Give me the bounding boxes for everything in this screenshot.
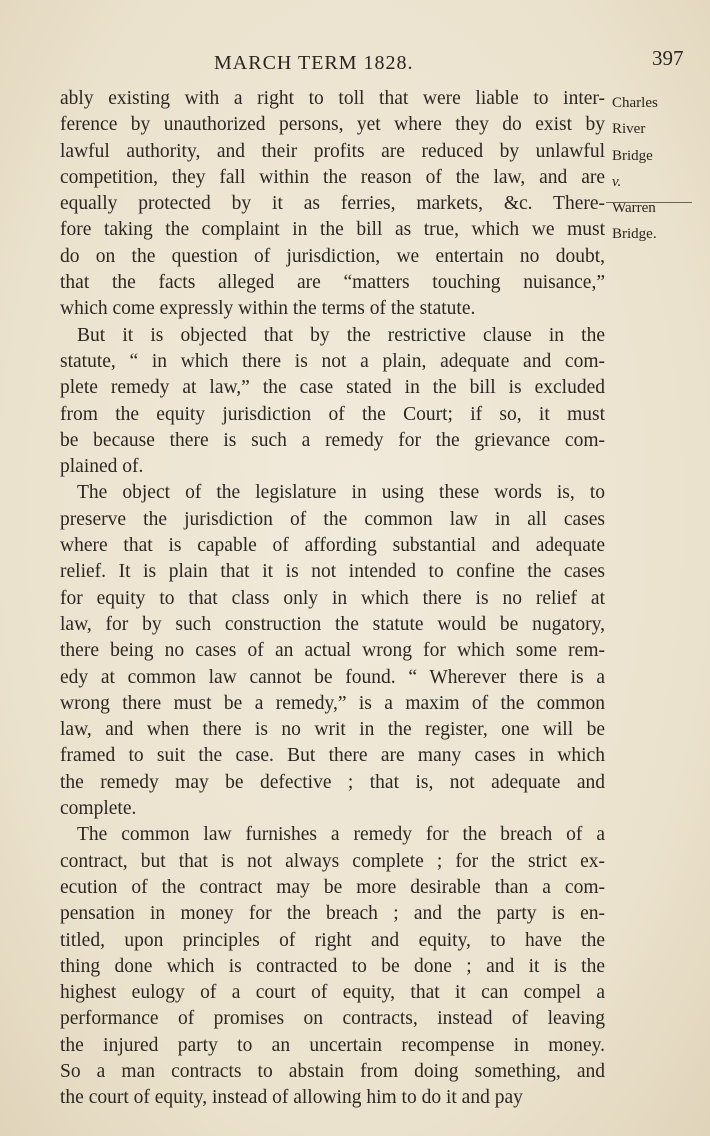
text-line: be because there is such a remedy for the grievance com- (60, 429, 605, 451)
text-line: preserve the jurisdiction of the common law in all cases (60, 508, 605, 530)
text-line: equally protected by it as ferries, markets, &c. There- (60, 193, 605, 215)
text-line: which come expressly within the terms of the statute. (60, 298, 476, 320)
text-line: wrong there must be a remedy,” is a maxim of the common (60, 692, 605, 714)
text-line: relief. It is plain that it is not intended to confine the cases (60, 561, 605, 583)
text-line: The common law furnishes a remedy for the breach of a (77, 824, 605, 846)
text-line: contract, but that is not always complete ; for the strict ex- (60, 850, 605, 872)
margin-note-case-name (612, 90, 690, 248)
text-line: pensation in money for the breach ; and the party is en- (60, 903, 605, 925)
margin-note-line: Bridge (612, 147, 653, 164)
text-line: the remedy may be defective ; that is, not adequate and (60, 771, 605, 793)
text-line: statute, “ in which there is not a plain, adequate and com- (60, 350, 605, 372)
text-line: plained of. (60, 456, 144, 478)
text-line: the court of equity, instead of allowing him to do it and pay (60, 1087, 523, 1109)
margin-note-line: v. (612, 173, 622, 190)
text-line: where that is capable of affording substantial and adequate (60, 535, 605, 557)
text-line: there being no cases of an actual wrong for which some rem- (60, 640, 605, 662)
text-line: performance of promises on contracts, instead of leaving (60, 1008, 605, 1030)
text-line: ecution of the contract may be more desirable than a com- (60, 876, 605, 898)
text-line: ference by unauthorized persons, yet where they do exist by (60, 114, 605, 136)
text-line: for equity to that class only in which there is no relief at (60, 587, 605, 609)
margin-note-line: Bridge. (612, 226, 657, 243)
text-line: do on the question of jurisdiction, we entertain no doubt, (60, 245, 605, 267)
text-line: law, for by such construction the statute would be nugatory, (60, 613, 605, 635)
text-line: lawful authority, and their profits are reduced by unlawful (60, 140, 605, 162)
text-line: the injured party to an uncertain recompense in money. (60, 1034, 605, 1056)
running-head-title: MARCH TERM 1828. (214, 52, 414, 74)
text-line: complete. (60, 798, 137, 820)
text-line: The object of the legislature in using these words is, to (77, 482, 605, 504)
margin-note-line: River (612, 121, 646, 138)
text-line: law, and when there is no writ in the register, one will be (60, 719, 605, 741)
text-line: fore taking the complaint in the bill as true, which we must (60, 219, 605, 241)
text-line: So a man contracts to abstain from doing something, and (60, 1060, 605, 1082)
text-line: titled, upon principles of right and equity, to have the (60, 929, 605, 951)
text-line: framed to suit the case. But there are many cases in which (60, 745, 605, 767)
margin-note-divider (606, 202, 692, 203)
text-line: ably existing with a right to toll that were liable to inter- (60, 88, 605, 109)
text-line: But it is objected that by the restrictive clause in the (77, 324, 605, 346)
page-number: 397 (652, 46, 684, 70)
text-line: plete remedy at law,” the case stated in the bill is excluded (60, 377, 605, 399)
text-line: edy at common law cannot be found. “ Wherever there is a (60, 666, 605, 688)
margin-note-line: Charles (612, 95, 658, 111)
text-line: competition, they fall within the reason of the law, and are (60, 166, 605, 188)
body-text (60, 86, 605, 1112)
text-line: from the equity jurisdiction of the Court; if so, it must (60, 403, 605, 425)
text-line: highest eulogy of a court of equity, that it can compel a (60, 982, 605, 1004)
text-line: that the facts alleged are “matters touching nuisance,” (60, 272, 605, 294)
margin-note-line: Warren (612, 200, 656, 217)
text-line: thing done which is contracted to be done ; and it is the (60, 955, 605, 977)
